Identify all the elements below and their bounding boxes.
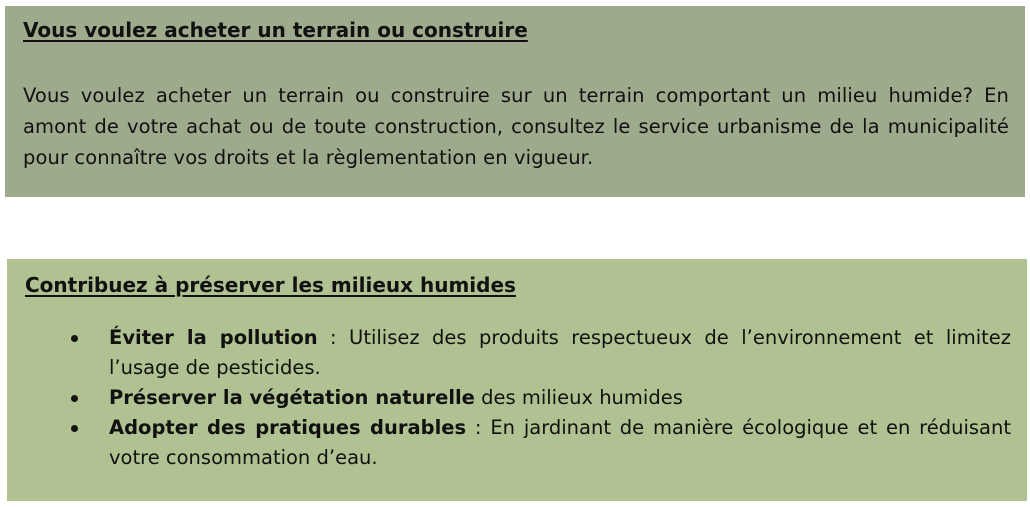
section-heading-preserve-wetlands: Contribuez à préserver les milieux humides bbox=[25, 273, 516, 297]
list-item-text bbox=[109, 323, 1011, 383]
list-item-body: : Utilisez des produits respectueux de l’environnement et limitez l’usage de pesticides. bbox=[109, 326, 1011, 379]
list-item-text bbox=[109, 383, 1011, 413]
list-item-body: des milieux humides bbox=[474, 386, 683, 409]
section-paragraph-buy-land: Vous voulez acheter un terrain ou construire sur un terrain comportant un milieu humide? En amont de votre achat ou de toute construction, consultez le service urbanisme de la municipalité pour connaître vos droits et la règlementation en vigueur. bbox=[23, 84, 1009, 169]
list-item-bold: Adopter des pratiques durables bbox=[109, 416, 467, 439]
list-item-text bbox=[109, 413, 1011, 473]
tips-list bbox=[25, 323, 1011, 473]
list-item bbox=[25, 383, 1011, 413]
info-box-preserve-wetlands bbox=[7, 259, 1027, 501]
list-item-bold: Éviter la pollution bbox=[109, 326, 318, 349]
list-item bbox=[25, 413, 1011, 473]
list-item-body: : En jardinant de manière écologique et en réduisant votre consommation d’eau. bbox=[109, 416, 1011, 469]
list-item-bold: Préserver la végétation naturelle bbox=[109, 386, 475, 409]
info-box-buy-land bbox=[5, 6, 1025, 197]
list-item bbox=[25, 323, 1011, 383]
section-heading-buy-land: Vous voulez acheter un terrain ou construire bbox=[23, 18, 528, 42]
